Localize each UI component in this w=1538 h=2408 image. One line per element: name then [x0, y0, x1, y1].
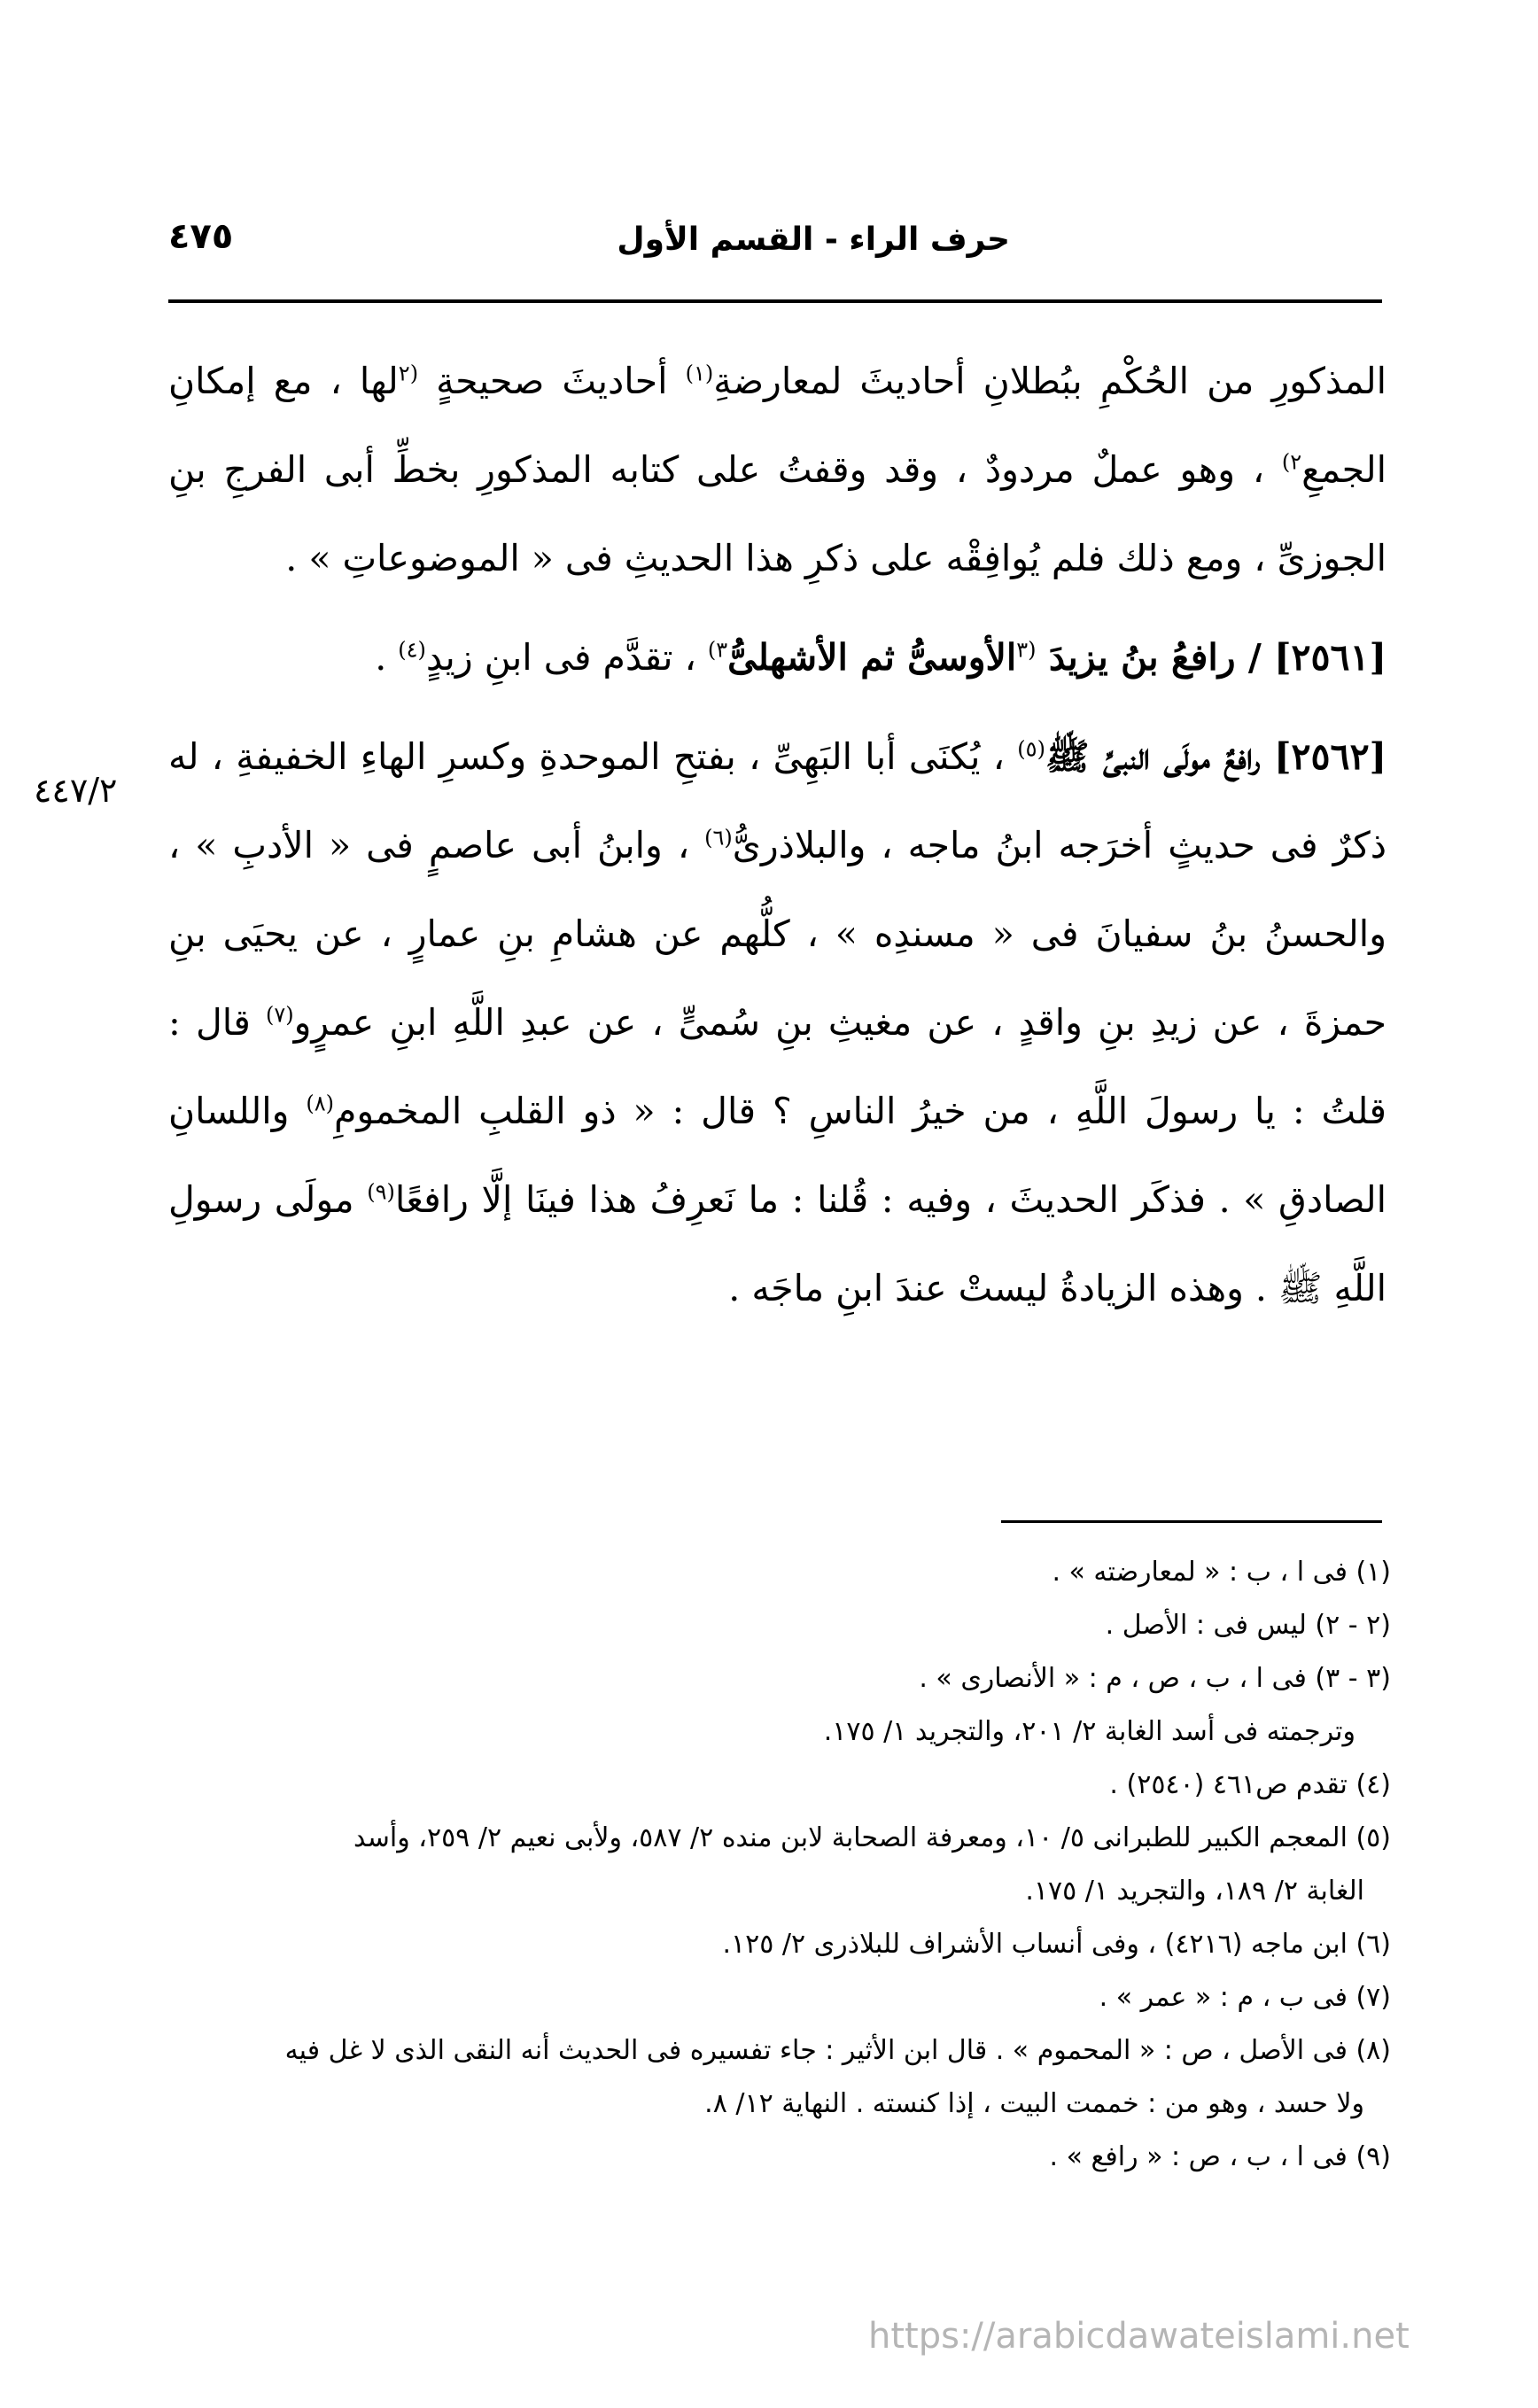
footnote-ref[interactable]: (١)	[685, 361, 714, 386]
footnote-1: (١) فى ا ، ب : « لمعارضته » .	[1052, 1557, 1391, 1588]
footnote-3: (٣ - ٣) فى ا ، ب ، ص ، م : « الأنصارى » .	[919, 1663, 1391, 1694]
page-number: ٤٧٥	[168, 216, 234, 257]
text-run: قال : قلتُ : يا رسولَ اللَّهِ ، من خيرُ الناسِ ؟ قال : « ذو القلبِ المخمومِ	[168, 1001, 1387, 1132]
watermark-text: https://arabicdawateislami.net	[868, 2316, 1410, 2357]
text-run: ، تقدَّم فى ابنِ زيدٍ	[425, 636, 708, 679]
main-text	[168, 337, 1387, 1332]
footnote-2: (٢ - ٢) ليس فى : الأصل .	[1105, 1610, 1391, 1641]
footnote-ref[interactable]: (٨)	[306, 1091, 334, 1116]
footnote-4: (٤) تقدم ص٤٦١ (٢٥٤٠) .	[1109, 1769, 1391, 1800]
text-run: .	[375, 636, 399, 679]
header-title: حرف الراء - القسم الأول	[617, 221, 1010, 258]
entry-2562	[168, 712, 1387, 1332]
footnote-ref[interactable]: ٣)	[707, 637, 728, 663]
entry-name: الأوسىُّ ثم الأشهلىُّ	[727, 636, 1017, 679]
footnote-5-cont: الغابة ٢/ ١٨٩، والتجريد ١/ ١٧٥.	[1025, 1876, 1364, 1907]
text-run: لها ، مع إمكانِ الجمعِ	[168, 360, 1387, 491]
watermark-url	[0, 2316, 1410, 2357]
footnote-3-note: وترجمته فى أسد الغابة ٢/ ٢٠١، والتجريد ١/ ١٧٥.	[823, 1716, 1355, 1747]
footnote-5: (٥) المعجم الكبير للطبرانى ٥/ ١٠، ومعرفة الصحابة لابن منده ٢/ ٥٨٧، ولأبى نعيم ٢/ ٢٥٩، وأسد	[353, 1822, 1391, 1853]
text-run: مولَى رسولِ اللَّهِ ﷺ . وهذه الزيادةُ ليستْ عندَ ابنِ ماجَه .	[168, 1178, 1387, 1309]
text-run: أحاديثَ صحيحةٍ	[418, 360, 686, 402]
entry-name: / رافعُ بنُ يزيدَ	[1036, 636, 1275, 679]
footnote-9: (٩) فى ا ، ب ، ص : « رافع » .	[1049, 2141, 1391, 2172]
margin-manuscript-ref: ٤٤٧/٢	[34, 771, 118, 810]
footnote-ref[interactable]: (٩)	[367, 1179, 395, 1205]
text-run: المذكورِ من الحُكْمِ ببُطلانِ أحاديثَ لمعارضةِ	[713, 360, 1387, 402]
header-rule	[168, 299, 1382, 303]
footnotes	[177, 1546, 1391, 2184]
text-run: واللسانِ الصادقِ » . فذكَر الحديثَ ، وفيه : قُلنا : ما نَعرِفُ هذا فينَا إلَّا رافعًا	[168, 1090, 1387, 1221]
entry-2561	[168, 613, 1387, 702]
entry-number: [٢٥٦٢]	[1274, 735, 1387, 778]
running-header	[168, 209, 1382, 298]
footnote-ref[interactable]: (٣	[1016, 637, 1037, 663]
footnote-rule	[1001, 1520, 1382, 1523]
footnote-8: (٨) فى الأصل ، ص : « المحموم » . قال ابن الأثير : جاء تفسيره فى الحديث أنه النقى الذى لا غل فيه	[284, 2035, 1391, 2066]
footnote-ref[interactable]: (٧)	[265, 1002, 294, 1028]
footnote-7: (٧) فى ب ، م : « عمر » .	[1099, 1982, 1391, 2013]
text-run: ، وهو عملٌ مردودٌ ، وقد وقفتُ على كتابه المذكورِ بخطِّ أبى الفرجِ بنِ الجوزىِّ ، ومع ذلك فلم يُوافِقْه على ذكرِ هذا الحديثِ فى « الموضوعاتِ » .	[168, 448, 1387, 579]
footnote-8-cont: ولا حسد ، وهو من : خممت البيت ، إذا كنسته . النهاية ١٢/ ٨.	[704, 2088, 1364, 2119]
footnote-ref[interactable]: ٢)	[1281, 449, 1302, 475]
text-run: ، وابنُ أبى عاصمٍ فى « الأدبِ » ، والحسنُ بنُ سفيانَ فى « مسندِه » ، كلُّهم عن هشامِ بنِ عمارٍ ، عن يحيَى بنِ حمزةَ ، عن زيدِ بنِ واقدٍ ، عن مغيثِ بنِ سُمىٍّ ، عن عبدِ اللَّهِ ابنِ عمرٍو	[168, 824, 1387, 1044]
entry-name: رافعٌ مولَى النبىِّ ﷺ	[1045, 735, 1275, 778]
paragraph-continuation	[168, 337, 1387, 602]
text-run: ، يُكنَى أبا البَهِىِّ ، بفتحِ الموحدةِ وكسرِ الهاءِ الخفيفةِ ، له ذكرٌ فى حديثٍ أخرَجه ابنُ ماجه ، والبلاذرىُّ	[168, 735, 1387, 866]
footnote-6: (٦) ابن ماجه (٤٢١٦) ، وفى أنساب الأشراف للبلاذرى ٢/ ١٢٥.	[722, 1929, 1391, 1960]
footnote-ref[interactable]: (٢	[398, 361, 419, 386]
footnote-ref[interactable]: (٤)	[398, 637, 426, 663]
footnote-ref[interactable]: (٦)	[704, 825, 733, 851]
footnote-ref[interactable]: (٥)	[1017, 736, 1045, 762]
entry-number: [٢٥٦١]	[1274, 636, 1387, 679]
